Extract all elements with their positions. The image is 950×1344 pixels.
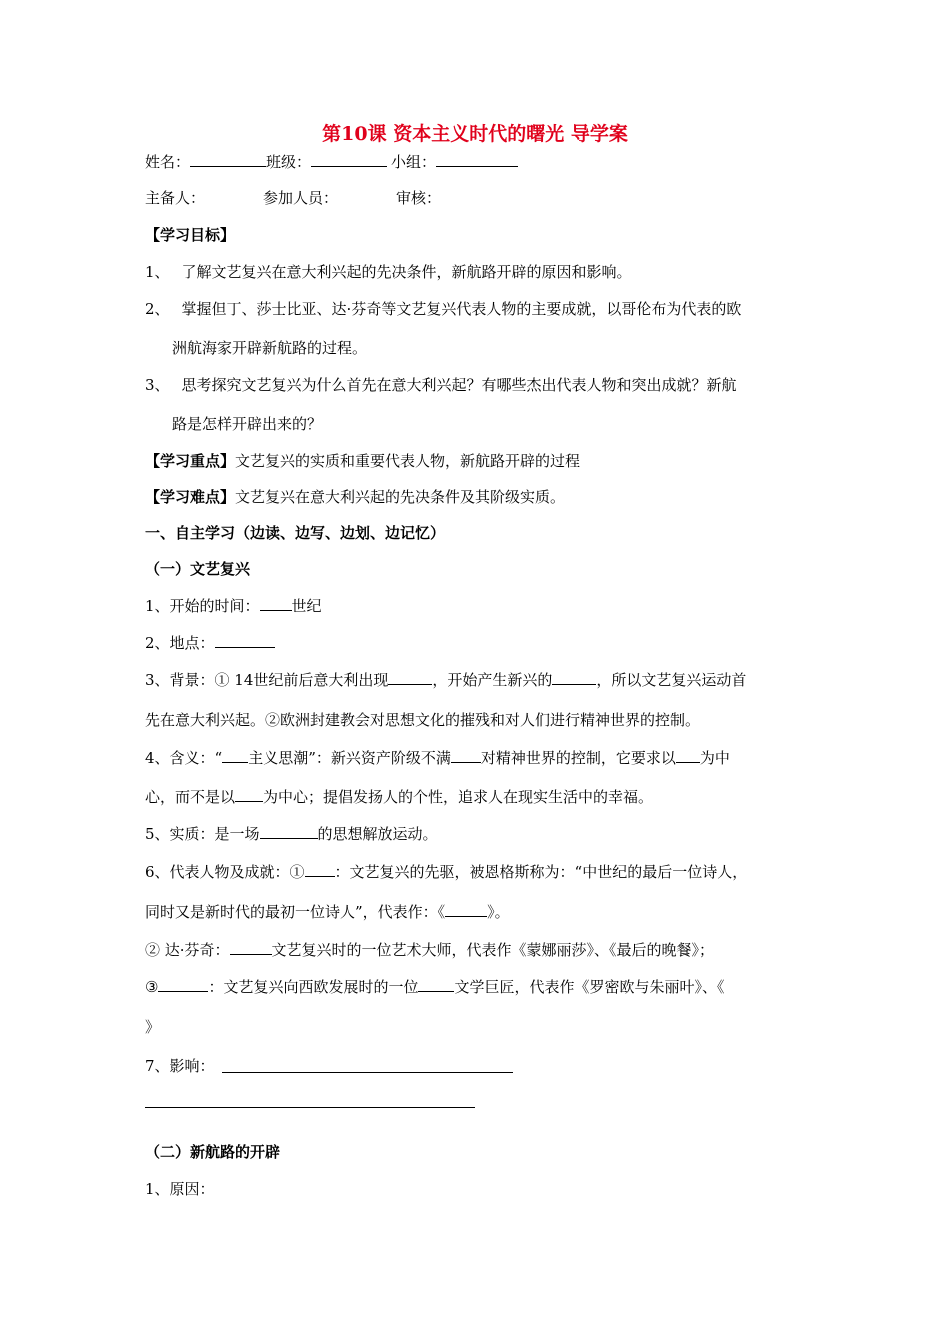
question-text: 为中心；提倡发扬人的个性，追求人在现实生活中的幸福。 [263, 788, 654, 806]
influence-answer-line-2[interactable] [145, 1107, 475, 1108]
question-text: ，所以文艺复兴运动首 [596, 671, 747, 689]
difficulty-label: 【学习难点】 [145, 488, 236, 506]
class-label: 班级： [266, 153, 312, 171]
group-label: 小组： [391, 153, 437, 171]
question-text: 4、含义：“ [145, 749, 223, 767]
goal-num: 1、 [145, 263, 170, 281]
question-6-cont-3 [145, 976, 825, 997]
subsection-heading-new-routes: （二）新航路的开辟 [145, 1143, 281, 1161]
question-3-cont: 先在意大利兴起。②欧洲封建教会对思想文化的摧残和对人们进行精神世界的控制。 [145, 711, 701, 729]
question-text: 5、实质：是一场 [145, 825, 260, 843]
shakespeare-blank[interactable] [158, 976, 208, 992]
review-label: 审核： [396, 189, 442, 207]
key-point-label: 【学习重点】 [145, 452, 236, 470]
question-5 [145, 823, 825, 844]
question-text: 2、地点： [145, 634, 215, 652]
davinci-blank[interactable] [230, 939, 272, 955]
question-text: 文学巨匠，代表作《罗密欧与朱丽叶》、《 [454, 978, 725, 996]
class-blank[interactable] [311, 151, 387, 167]
question-text: 对精神世界的控制，它要求以 [480, 749, 676, 767]
background-blank-1[interactable] [388, 669, 432, 685]
question-text: 为中 [699, 749, 730, 767]
essence-blank[interactable] [260, 823, 318, 839]
literature-blank[interactable] [418, 976, 454, 992]
group-blank[interactable] [436, 151, 518, 167]
center-blank-1[interactable] [676, 747, 700, 763]
question-text: ：文艺复兴的先驱，被恩格斯称为：“中世纪的最后一位诗人， [334, 863, 748, 881]
participants-label: 参加人员： [263, 189, 339, 207]
question-4 [145, 747, 825, 768]
goal-num: 3、 [145, 376, 170, 394]
question-6-cont-1 [145, 901, 825, 922]
question-text: 世纪 [291, 597, 322, 615]
goal-item-1 [145, 262, 825, 282]
question-text: 文艺复兴时的一位艺术大师，代表作《蒙娜丽莎》、《最后的晚餐》； [271, 941, 715, 959]
question-text: 7、影响： [145, 1057, 215, 1075]
goal-item-3 [145, 375, 825, 395]
question-6-cont-4: 》 [145, 1018, 161, 1036]
question-text: 1、开始的时间： [145, 597, 260, 615]
question-text: 3、背景：① 14世纪前后意大利出现 [145, 671, 389, 689]
student-info-line [145, 151, 825, 172]
name-label: 姓名： [145, 153, 191, 171]
question-text: 的思想解放运动。 [317, 825, 438, 843]
question-text: 主义思潮”：新兴资产阶级不满 [248, 749, 451, 767]
goal-num: 2、 [145, 300, 170, 318]
century-blank[interactable] [260, 595, 292, 611]
masterpiece-blank[interactable] [445, 901, 487, 917]
difficulty-text: 文艺复兴在意大利兴起的先决条件及其阶级实质。 [235, 488, 566, 506]
name-blank[interactable] [190, 151, 266, 167]
center-blank-2[interactable] [235, 786, 263, 802]
question-7 [145, 1056, 825, 1076]
preparer-label: 主备人： [145, 189, 206, 207]
question-text: 6、代表人物及成就：① [145, 863, 305, 881]
question-text: 心，而不是以 [145, 788, 236, 806]
question-text: ，开始产生新兴的 [432, 671, 553, 689]
subsection-heading-renaissance: （一）文艺复兴 [145, 560, 251, 578]
goals-heading: 【学习目标】 [145, 226, 236, 244]
question-text: ② 达·芬奇： [145, 941, 230, 959]
key-point-line [145, 451, 825, 471]
key-point-text: 文艺复兴的实质和重要代表人物，新航路开辟的过程 [235, 452, 581, 470]
goal-text: 思考探究文艺复兴为什么首先在意大利兴起？有哪些杰出代表人物和突出成就？新航 [181, 376, 737, 394]
question-text: 》。 [487, 903, 510, 921]
ism-blank[interactable] [222, 747, 248, 763]
page-title: 第10课 资本主义时代的曙光 导学案 [322, 123, 628, 145]
goal-text: 掌握但丁、莎士比亚、达·芬奇等文艺复兴代表人物的主要成就，以哥伦布为代表的欧 [181, 300, 742, 318]
question-text: 同时又是新时代的最初一位诗人”，代表作：《 [145, 903, 446, 921]
background-blank-2[interactable] [552, 669, 596, 685]
influence-answer-line-1[interactable] [222, 1072, 513, 1073]
question-6-cont-2 [145, 939, 825, 960]
question-text: ：文艺复兴向西欧发展时的一位 [208, 978, 419, 996]
question-6 [145, 861, 825, 882]
goal-item-2-cont: 洲航海家开辟新航路的过程。 [172, 339, 368, 357]
question-4-cont [145, 786, 825, 807]
route-question-1: 1、原因： [145, 1180, 215, 1198]
location-blank[interactable] [215, 632, 275, 648]
goal-item-2 [145, 299, 825, 319]
difficulty-line [145, 487, 825, 507]
goal-item-3-cont: 路是怎样开辟出来的？ [172, 415, 323, 433]
question-1 [145, 595, 825, 616]
question-3 [145, 669, 825, 690]
staff-line [145, 188, 825, 208]
goal-text: 了解文艺复兴在意大利兴起的先决条件，新航路开辟的原因和影响。 [181, 263, 632, 281]
question-text: ③ [145, 978, 159, 996]
control-blank[interactable] [451, 747, 481, 763]
question-2 [145, 632, 825, 653]
pioneer-blank[interactable] [305, 861, 335, 877]
section-heading: 一、自主学习（边读、边写、边划、边记忆） [145, 524, 446, 542]
